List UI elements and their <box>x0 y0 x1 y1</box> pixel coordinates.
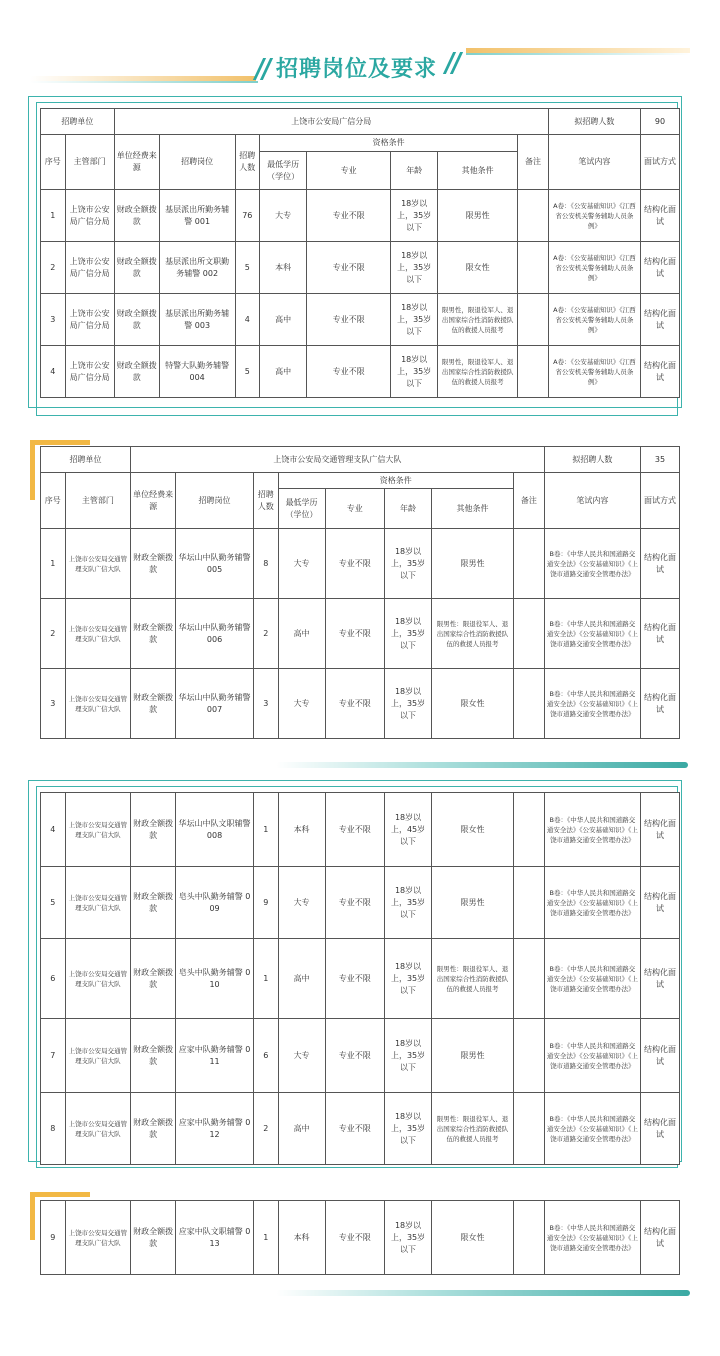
cell-major: 专业不限 <box>325 867 384 939</box>
cell-age: 18岁以上，45岁以下 <box>385 793 432 867</box>
col-seq: 序号 <box>41 473 66 529</box>
col-post: 招聘岗位 <box>159 135 235 190</box>
cell-interview: 结构化面试 <box>640 599 679 669</box>
cell-post: 皂头中队勤务辅警 010 <box>176 939 254 1019</box>
cell-education: 大专 <box>278 867 325 939</box>
cell-remark <box>514 529 545 599</box>
planned-count-value: 90 <box>640 109 679 135</box>
cell-education: 大专 <box>260 190 307 242</box>
cell-dept: 上饶市公安局交通管理支队广信大队 <box>65 1201 131 1275</box>
col-fund: 单位经费来源 <box>131 473 176 529</box>
cell-count: 8 <box>253 529 278 599</box>
cell-age: 18岁以上，35岁以下 <box>391 190 438 242</box>
cell-count: 5 <box>235 346 260 398</box>
cell-remark <box>514 1019 545 1093</box>
cell-other: 限男性 <box>432 867 514 939</box>
cell-seq: 4 <box>41 346 66 398</box>
cell-post: 华坛山中队勤务辅警 005 <box>176 529 254 599</box>
cell-dept: 上饶市公安局交通管理支队广信大队 <box>65 529 131 599</box>
cell-major: 专业不限 <box>325 669 384 739</box>
cell-post: 应家中队勤务辅警 011 <box>176 1019 254 1093</box>
cell-seq: 1 <box>41 529 66 599</box>
col-education: 最低学历（学位） <box>278 489 325 529</box>
cell-fund: 财政全额拨款 <box>131 867 176 939</box>
cell-interview: 结构化面试 <box>640 867 679 939</box>
cell-post: 基层派出所勤务辅警 001 <box>159 190 235 242</box>
cell-remark <box>518 190 549 242</box>
table-row <box>41 669 680 739</box>
cell-major: 专业不限 <box>307 242 391 294</box>
cell-exam: B卷：《中华人民共和国道路交通安全法》《公安基础知识》《上饶市道路交通安全管理办法》 <box>544 939 640 1019</box>
cell-post: 应家中队勤务辅警 012 <box>176 1093 254 1165</box>
unit-name: 上饶市公安局交通管理支队广信大队 <box>131 447 545 473</box>
cell-count: 1 <box>253 793 278 867</box>
cell-other: 限男性，限退役军人、退出国家综合性消防救援队伍的救援人员报考 <box>438 346 518 398</box>
cell-other: 限女性 <box>432 1201 514 1275</box>
cell-dept: 上饶市公安局交通管理支队广信大队 <box>65 1019 131 1093</box>
cell-dept: 上饶市公安局交通管理支队广信大队 <box>65 599 131 669</box>
cell-age: 18岁以上，35岁以下 <box>391 346 438 398</box>
cell-interview: 结构化面试 <box>640 793 679 867</box>
cell-post: 特警大队勤务辅警 004 <box>159 346 235 398</box>
table-row <box>41 1201 680 1275</box>
cell-dept: 上饶市公安局广信分局 <box>65 346 114 398</box>
cell-fund: 财政全额拨款 <box>131 1201 176 1275</box>
col-count: 招聘人数 <box>253 473 278 529</box>
cell-exam: A卷：《公安基础知识》《江西省公安机关警务辅助人员条例》 <box>548 190 640 242</box>
unit-label: 招聘单位 <box>41 447 131 473</box>
col-exam: 笔试内容 <box>548 135 640 190</box>
cell-seq: 9 <box>41 1201 66 1275</box>
planned-count-label: 拟招聘人数 <box>544 447 640 473</box>
cell-major: 专业不限 <box>307 294 391 346</box>
gold-corner-decoration <box>30 1192 35 1240</box>
col-dept: 主管部门 <box>65 135 114 190</box>
table-row <box>41 1093 680 1165</box>
cell-major: 专业不限 <box>325 793 384 867</box>
cell-seq: 8 <box>41 1093 66 1165</box>
cell-exam: B卷：《中华人民共和国道路交通安全法》《公安基础知识》《上饶市道路交通安全管理办法》 <box>544 867 640 939</box>
cell-education: 本科 <box>260 242 307 294</box>
cell-post: 华坛山中队勤务辅警 007 <box>176 669 254 739</box>
cell-other: 限女性 <box>432 793 514 867</box>
cell-exam: A卷：《公安基础知识》《江西省公安机关警务辅助人员条例》 <box>548 294 640 346</box>
cell-count: 76 <box>235 190 260 242</box>
cell-remark <box>514 1093 545 1165</box>
table-row <box>41 939 680 1019</box>
col-interview: 面试方式 <box>640 473 679 529</box>
cell-count: 4 <box>235 294 260 346</box>
table-row <box>41 867 680 939</box>
cell-age: 18岁以上，35岁以下 <box>385 1093 432 1165</box>
cell-seq: 3 <box>41 294 66 346</box>
cell-fund: 财政全额拨款 <box>114 190 159 242</box>
col-qualifications: 资格条件 <box>260 135 518 152</box>
cell-exam: A卷：《公安基础知识》《江西省公安机关警务辅助人员条例》 <box>548 346 640 398</box>
col-post: 招聘岗位 <box>176 473 254 529</box>
cell-seq: 2 <box>41 242 66 294</box>
cell-major: 专业不限 <box>325 939 384 1019</box>
cell-dept: 上饶市公安局交通管理支队广信大队 <box>65 669 131 739</box>
cell-other: 限男性，限退役军人、退出国家综合性消防救援队伍的救援人员报考 <box>438 294 518 346</box>
table-row <box>41 346 680 398</box>
cell-major: 专业不限 <box>325 599 384 669</box>
col-interview: 面试方式 <box>640 135 679 190</box>
cell-age: 18岁以上，35岁以下 <box>391 242 438 294</box>
cell-education: 高中 <box>278 1093 325 1165</box>
gold-corner-decoration <box>30 440 90 445</box>
cell-post: 华坛山中队文职辅警 008 <box>176 793 254 867</box>
col-qualifications: 资格条件 <box>278 473 514 489</box>
cell-major: 专业不限 <box>325 529 384 599</box>
cell-remark <box>514 939 545 1019</box>
cell-other: 限男性 <box>432 529 514 599</box>
cell-major: 专业不限 <box>325 1201 384 1275</box>
table-row <box>41 1019 680 1093</box>
cell-post: 应家中队文职辅警 013 <box>176 1201 254 1275</box>
cell-interview: 结构化面试 <box>640 1201 679 1275</box>
teal-strip-decoration <box>276 1290 690 1296</box>
unit-name: 上饶市公安局广信分局 <box>114 109 548 135</box>
cell-fund: 财政全额拨款 <box>131 793 176 867</box>
table-row <box>41 793 680 867</box>
cell-fund: 财政全额拨款 <box>114 346 159 398</box>
col-dept: 主管部门 <box>65 473 131 529</box>
cell-post: 华坛山中队勤务辅警 006 <box>176 599 254 669</box>
planned-count-label: 拟招聘人数 <box>548 109 640 135</box>
cell-education: 本科 <box>278 793 325 867</box>
cell-education: 高中 <box>278 599 325 669</box>
cell-dept: 上饶市公安局广信分局 <box>65 190 114 242</box>
cell-fund: 财政全额拨款 <box>131 669 176 739</box>
cell-fund: 财政全额拨款 <box>131 599 176 669</box>
table-row <box>41 599 680 669</box>
cell-interview: 结构化面试 <box>640 1019 679 1093</box>
cell-interview: 结构化面试 <box>640 529 679 599</box>
cell-seq: 3 <box>41 669 66 739</box>
cell-exam: A卷：《公安基础知识》《江西省公安机关警务辅助人员条例》 <box>548 242 640 294</box>
cell-seq: 2 <box>41 599 66 669</box>
cell-age: 18岁以上，35岁以下 <box>385 939 432 1019</box>
cell-exam: B卷：《中华人民共和国道路交通安全法》《公安基础知识》《上饶市道路交通安全管理办法》 <box>544 1019 640 1093</box>
recruitment-table-3 <box>40 792 680 1165</box>
cell-remark <box>518 242 549 294</box>
cell-remark <box>514 1201 545 1275</box>
cell-education: 本科 <box>278 1201 325 1275</box>
cell-count: 1 <box>253 939 278 1019</box>
table-row <box>41 294 680 346</box>
cell-dept: 上饶市公安局交通管理支队广信大队 <box>65 867 131 939</box>
cell-education: 大专 <box>278 529 325 599</box>
cell-dept: 上饶市公安局广信分局 <box>65 294 114 346</box>
cell-other: 限男性：限退役军人、退出国家综合性消防救援队伍的救援人员报考 <box>432 599 514 669</box>
cell-fund: 财政全额拨款 <box>131 1093 176 1165</box>
cell-count: 2 <box>253 599 278 669</box>
cell-interview: 结构化面试 <box>640 346 679 398</box>
cell-age: 18岁以上，35岁以下 <box>385 1019 432 1093</box>
cell-interview: 结构化面试 <box>640 190 679 242</box>
cell-dept: 上饶市公安局广信分局 <box>65 242 114 294</box>
cell-other: 限男性 <box>432 1019 514 1093</box>
cell-remark <box>514 669 545 739</box>
cell-exam: B卷：《中华人民共和国道路交通安全法》《公安基础知识》《上饶市道路交通安全管理办法》 <box>544 599 640 669</box>
cell-other: 限女性 <box>432 669 514 739</box>
cell-exam: B卷：《中华人民共和国道路交通安全法》《公安基础知识》《上饶市道路交通安全管理办法》 <box>544 793 640 867</box>
cell-seq: 7 <box>41 1019 66 1093</box>
col-count: 招聘人数 <box>235 135 260 190</box>
cell-dept: 上饶市公安局交通管理支队广信大队 <box>65 1093 131 1165</box>
cell-age: 18岁以上，35岁以下 <box>385 529 432 599</box>
cell-fund: 财政全额拨款 <box>131 529 176 599</box>
col-remark: 备注 <box>514 473 545 529</box>
unit-label: 招聘单位 <box>41 109 115 135</box>
col-remark: 备注 <box>518 135 549 190</box>
col-major: 专业 <box>325 489 384 529</box>
cell-age: 18岁以上，35岁以下 <box>385 669 432 739</box>
cell-other: 限男性：限退役军人、退出国家综合性消防救援队伍的救援人员报考 <box>432 939 514 1019</box>
cell-education: 高中 <box>260 346 307 398</box>
cell-remark <box>518 294 549 346</box>
page-title: 招聘岗位及要求 <box>276 57 438 82</box>
cell-count: 1 <box>253 1201 278 1275</box>
col-major: 专业 <box>307 152 391 190</box>
cell-remark <box>514 599 545 669</box>
col-other: 其他条件 <box>432 489 514 529</box>
cell-age: 18岁以上，35岁以下 <box>391 294 438 346</box>
cell-exam: B卷：《中华人民共和国道路交通安全法》《公安基础知识》《上饶市道路交通安全管理办法》 <box>544 529 640 599</box>
recruitment-table-2 <box>40 446 680 739</box>
cell-seq: 5 <box>41 867 66 939</box>
cell-fund: 财政全额拨款 <box>114 294 159 346</box>
cell-education: 高中 <box>278 939 325 1019</box>
col-fund: 单位经费来源 <box>114 135 159 190</box>
cell-dept: 上饶市公安局交通管理支队广信大队 <box>65 939 131 1019</box>
cell-remark <box>514 867 545 939</box>
cell-count: 5 <box>235 242 260 294</box>
col-education: 最低学历（学位） <box>260 152 307 190</box>
cell-other: 限女性 <box>438 242 518 294</box>
cell-interview: 结构化面试 <box>640 939 679 1019</box>
cell-major: 专业不限 <box>325 1019 384 1093</box>
cell-exam: B卷：《中华人民共和国道路交通安全法》《公安基础知识》《上饶市道路交通安全管理办法》 <box>544 1201 640 1275</box>
table-row <box>41 190 680 242</box>
cell-interview: 结构化面试 <box>640 669 679 739</box>
cell-interview: 结构化面试 <box>640 242 679 294</box>
recruitment-table-1 <box>40 108 680 398</box>
cell-education: 大专 <box>278 669 325 739</box>
header-left-teal-bar <box>30 81 258 83</box>
cell-major: 专业不限 <box>307 346 391 398</box>
cell-count: 2 <box>253 1093 278 1165</box>
col-age: 年龄 <box>391 152 438 190</box>
col-seq: 序号 <box>41 135 66 190</box>
header-right-teal-bar <box>466 53 690 55</box>
col-age: 年龄 <box>385 489 432 529</box>
cell-fund: 财政全额拨款 <box>131 939 176 1019</box>
cell-post: 皂头中队勤务辅警 009 <box>176 867 254 939</box>
cell-count: 9 <box>253 867 278 939</box>
col-exam: 笔试内容 <box>544 473 640 529</box>
cell-dept: 上饶市公安局交通管理支队广信大队 <box>65 793 131 867</box>
cell-education: 高中 <box>260 294 307 346</box>
cell-major: 专业不限 <box>307 190 391 242</box>
cell-seq: 4 <box>41 793 66 867</box>
cell-remark <box>518 346 549 398</box>
gold-corner-decoration <box>30 1192 90 1197</box>
recruitment-table-4 <box>40 1200 680 1275</box>
teal-strip-decoration <box>276 762 688 768</box>
cell-exam: B卷：《中华人民共和国道路交通安全法》《公安基础知识》《上饶市道路交通安全管理办法》 <box>544 669 640 739</box>
cell-age: 18岁以上，35岁以下 <box>385 867 432 939</box>
cell-fund: 财政全额拨款 <box>131 1019 176 1093</box>
gold-corner-decoration <box>30 440 35 500</box>
cell-seq: 6 <box>41 939 66 1019</box>
cell-remark <box>514 793 545 867</box>
cell-exam: B卷：《中华人民共和国道路交通安全法》《公安基础知识》《上饶市道路交通安全管理办法》 <box>544 1093 640 1165</box>
cell-fund: 财政全额拨款 <box>114 242 159 294</box>
cell-other: 限男性 <box>438 190 518 242</box>
cell-major: 专业不限 <box>325 1093 384 1165</box>
cell-interview: 结构化面试 <box>640 1093 679 1165</box>
cell-other: 限男性：限退役军人、退出国家综合性消防救援队伍的救援人员报考 <box>432 1093 514 1165</box>
cell-post: 基层派出所文职勤务辅警 002 <box>159 242 235 294</box>
cell-seq: 1 <box>41 190 66 242</box>
table-row <box>41 242 680 294</box>
table-row <box>41 529 680 599</box>
cell-age: 18岁以上，35岁以下 <box>385 599 432 669</box>
col-other: 其他条件 <box>438 152 518 190</box>
planned-count-value: 35 <box>640 447 679 473</box>
cell-count: 3 <box>253 669 278 739</box>
cell-education: 大专 <box>278 1019 325 1093</box>
cell-post: 基层派出所勤务辅警 003 <box>159 294 235 346</box>
cell-age: 18岁以上，35岁以下 <box>385 1201 432 1275</box>
cell-count: 6 <box>253 1019 278 1093</box>
cell-interview: 结构化面试 <box>640 294 679 346</box>
